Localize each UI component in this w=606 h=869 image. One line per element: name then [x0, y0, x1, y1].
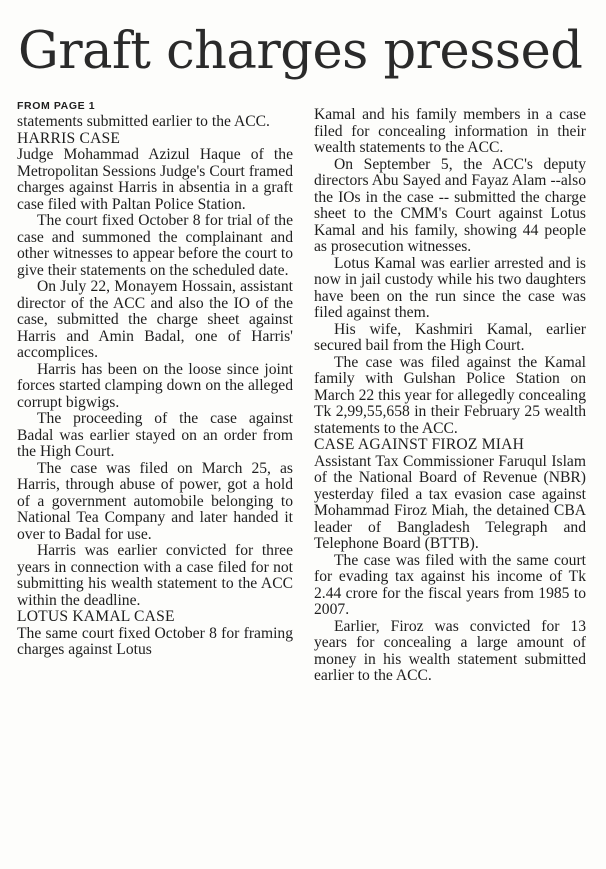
paragraph: On July 22, Monayem Hossain, assistant director of the ACC and also the IO of the case, submitted the charge sheet against Harris and Amin Badal, one of Harris' accomplices.	[17, 278, 293, 361]
paragraph: Judge Mohammad Azizul Haque of the Metropolitan Sessions Judge's Court framed charges against Harris in absentia in a graft case filed with Paltan Police Station.	[17, 146, 293, 213]
paragraph: Earlier, Firoz was convicted for 13 years for concealing a large amount of money in his wealth statement submitted earlier to the ACC.	[314, 617, 586, 684]
right-column	[314, 107, 586, 685]
paragraph: The same court fixed October 8 for framing charges against Lotus	[17, 624, 293, 658]
paragraph-continuation: statements submitted earlier to the ACC.	[17, 113, 270, 130]
paragraph: The court fixed October 8 for trial of the case and summoned the complainant and other witnesses to appear before the court to give their statements on the scheduled date.	[17, 212, 293, 279]
paragraph: Harris has been on the loose since joint forces started clamping down on the alleged corrupt bigwigs.	[17, 360, 293, 411]
paragraph-continuation: Kamal and his family members in a case filed for concealing information in their wealth statements to the ACC.	[314, 106, 586, 156]
paragraph: Assistant Tax Commissioner Faruqul Islam of the National Board of Revenue (NBR) yesterday filed a tax evasion case against Mohammad Firoz Miah, the detained CBA leader of Bangladesh Telegraph and Telephone Board (BTTB).	[314, 452, 586, 552]
left-column	[17, 100, 293, 659]
subhead-lotus-kamal-case: LOTUS KAMAL CASE	[17, 608, 175, 625]
paragraph: Lotus Kamal was earlier arrested and is now in jail custody while his two daughters have been on the run since the case was filed against them.	[314, 254, 586, 321]
paragraph: His wife, Kashmiri Kamal, earlier secured bail from the High Court.	[314, 320, 586, 354]
paragraph: The case was filed against the Kamal family with Gulshan Police Station on March 22 this year for allegedly concealing Tk 2,99,55,658 in their February 25 wealth statements to the ACC.	[314, 353, 586, 437]
from-page-label: FROM PAGE 1	[17, 100, 96, 112]
paragraph: Harris was earlier convicted for three years in connection with a case filed for not submitting his wealth statement to the ACC within the deadline.	[17, 542, 293, 609]
subhead-firoz-miah-case: CASE AGAINST FIROZ MIAH	[314, 436, 525, 453]
paragraph: The proceeding of the case against Badal was earlier stayed on an order from the High Court.	[17, 410, 293, 460]
paragraph: The case was filed with the same court for evading tax against his income of Tk 2.44 crore for the fiscal years from 1985 to 2007.	[314, 551, 586, 618]
subhead-harris-case: HARRIS CASE	[17, 129, 121, 147]
paragraph: The case was filed on March 25, as Harris, through abuse of power, got a hold of a government automobile belonging to National Tea Company and later handed it over to Badal for use.	[17, 459, 293, 543]
paragraph: On September 5, the ACC's deputy directors Abu Sayed and Fayaz Alam --also the IOs in the case -- submitted the charge sheet to the CMM's Court against Lotus Kamal and his family, showing 44 people as prosecution witnesses.	[314, 155, 586, 255]
headline: Graft charges pressed	[18, 22, 583, 81]
